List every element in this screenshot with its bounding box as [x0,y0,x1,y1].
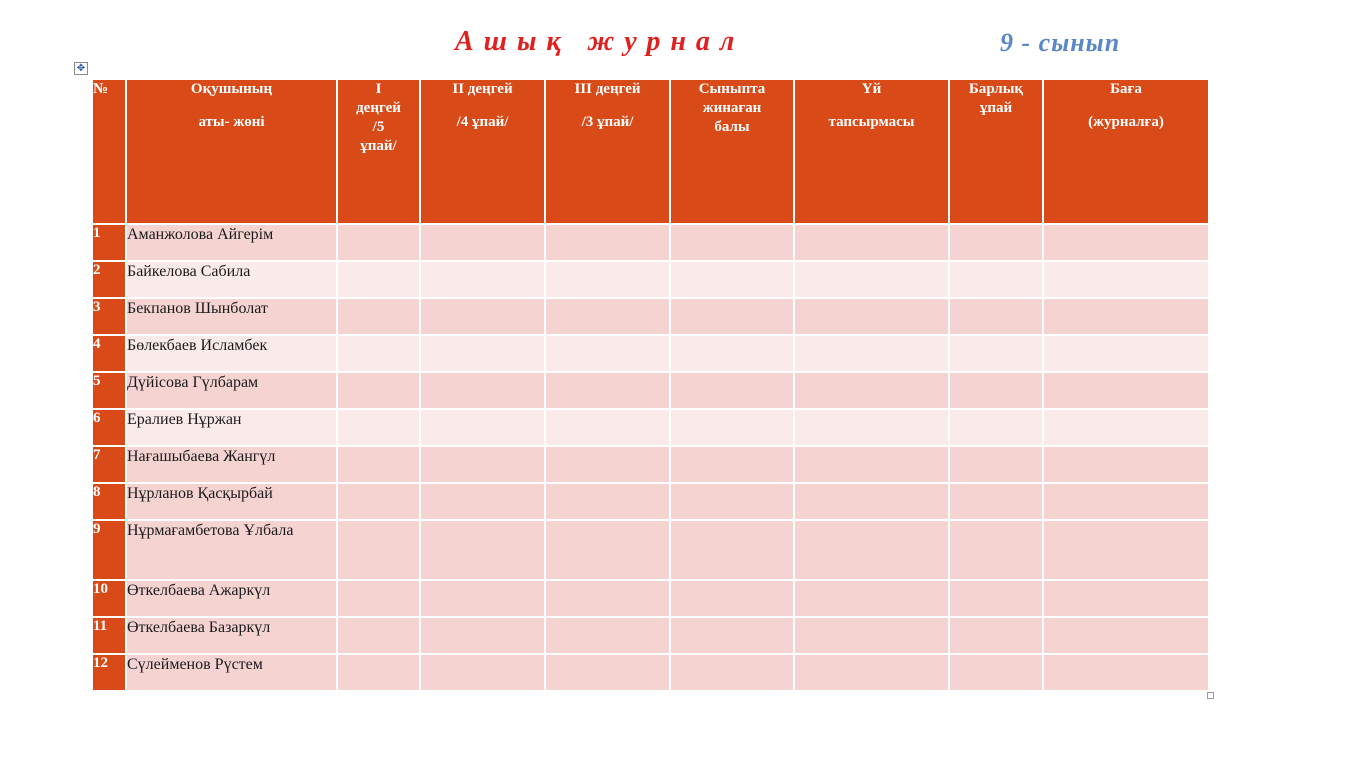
header-level-2: ІІ деңгей /4 ұпай/ [420,79,545,224]
class-points-cell[interactable] [670,483,794,520]
homework-cell[interactable] [794,224,949,261]
header-grade: Баға (журналға) [1043,79,1209,224]
level-2-cell[interactable] [420,617,545,654]
row-number: 7 [92,446,126,483]
level-3-cell[interactable] [545,372,670,409]
class-points-cell[interactable] [670,580,794,617]
homework-cell[interactable] [794,654,949,691]
row-number: 2 [92,261,126,298]
student-name: Нұрланов Қасқырбай [126,483,337,520]
table-row [92,298,1209,335]
homework-cell[interactable] [794,261,949,298]
level-3-cell[interactable] [545,335,670,372]
total-points-cell[interactable] [949,520,1043,580]
table-row [92,446,1209,483]
class-points-cell[interactable] [670,335,794,372]
journal-table [91,78,1210,692]
grade-cell[interactable] [1043,483,1209,520]
level-1-cell[interactable] [337,335,420,372]
row-number: 9 [92,520,126,580]
total-points-cell[interactable] [949,409,1043,446]
grade-cell[interactable] [1043,409,1209,446]
class-points-cell[interactable] [670,654,794,691]
table-row [92,409,1209,446]
level-3-cell[interactable] [545,224,670,261]
total-points-cell[interactable] [949,372,1043,409]
student-name: Өткелбаева Ажаркүл [126,580,337,617]
student-name: Аманжолова Айгерім [126,224,337,261]
table-row [92,224,1209,261]
row-number: 5 [92,372,126,409]
header-student-name: Оқушының аты- жөні [126,79,337,224]
header-class-points: Сыныпта жинаған балы [670,79,794,224]
student-name: Бекпанов Шынболат [126,298,337,335]
student-name: Нағашыбаева Жангүл [126,446,337,483]
grade-cell[interactable] [1043,654,1209,691]
header-number: № [92,79,126,224]
total-points-cell[interactable] [949,617,1043,654]
header-total-points: Барлық ұпай [949,79,1043,224]
level-1-cell[interactable] [337,372,420,409]
row-number: 11 [92,617,126,654]
class-points-cell[interactable] [670,298,794,335]
table-row [92,261,1209,298]
header-homework: Үй тапсырмасы [794,79,949,224]
homework-cell[interactable] [794,580,949,617]
homework-cell[interactable] [794,409,949,446]
row-number: 10 [92,580,126,617]
level-2-cell[interactable] [420,335,545,372]
level-3-cell[interactable] [545,654,670,691]
row-number: 6 [92,409,126,446]
table-row [92,520,1209,580]
student-name: Байкелова Сабила [126,261,337,298]
level-2-cell[interactable] [420,409,545,446]
class-points-cell[interactable] [670,520,794,580]
level-1-cell[interactable] [337,224,420,261]
total-points-cell[interactable] [949,298,1043,335]
level-3-cell[interactable] [545,580,670,617]
table-row [92,580,1209,617]
homework-cell[interactable] [794,298,949,335]
level-1-cell[interactable] [337,483,420,520]
level-2-cell[interactable] [420,580,545,617]
total-points-cell[interactable] [949,335,1043,372]
level-2-cell[interactable] [420,261,545,298]
homework-cell[interactable] [794,520,949,580]
row-number: 1 [92,224,126,261]
class-points-cell[interactable] [670,446,794,483]
header-row [92,79,1209,224]
header-level-3: ІІІ деңгей /3 ұпай/ [545,79,670,224]
level-1-cell[interactable] [337,409,420,446]
level-3-cell[interactable] [545,298,670,335]
class-points-cell[interactable] [670,372,794,409]
table-row [92,372,1209,409]
grade-cell[interactable] [1043,580,1209,617]
level-3-cell[interactable] [545,261,670,298]
level-3-cell[interactable] [545,446,670,483]
homework-cell[interactable] [794,483,949,520]
level-2-cell[interactable] [420,483,545,520]
grade-cell[interactable] [1043,298,1209,335]
student-name: Дүйісова Гүлбарам [126,372,337,409]
row-number: 8 [92,483,126,520]
homework-cell[interactable] [794,617,949,654]
total-points-cell[interactable] [949,224,1043,261]
homework-cell[interactable] [794,335,949,372]
grade-cell[interactable] [1043,372,1209,409]
level-1-cell[interactable] [337,617,420,654]
resize-square-icon[interactable] [1207,692,1214,699]
class-points-cell[interactable] [670,224,794,261]
level-2-cell[interactable] [420,520,545,580]
class-points-cell[interactable] [670,261,794,298]
table-row [92,483,1209,520]
table-row [92,617,1209,654]
level-1-cell[interactable] [337,446,420,483]
level-1-cell[interactable] [337,654,420,691]
student-name: Нұрмағамбетова Ұлбала [126,520,337,580]
class-points-cell[interactable] [670,409,794,446]
level-2-cell[interactable] [420,224,545,261]
student-name: Өткелбаева Базаркүл [126,617,337,654]
level-3-cell[interactable] [545,409,670,446]
total-points-cell[interactable] [949,483,1043,520]
grade-cell[interactable] [1043,520,1209,580]
row-number: 12 [92,654,126,691]
grade-cell[interactable] [1043,224,1209,261]
table-row [92,335,1209,372]
total-points-cell[interactable] [949,446,1043,483]
level-3-cell[interactable] [545,483,670,520]
table-row [92,654,1209,691]
class-points-cell[interactable] [670,617,794,654]
journal-title: Ашық журнал [455,26,745,57]
total-points-cell[interactable] [949,580,1043,617]
student-name: Бөлекбаев Исламбек [126,335,337,372]
class-label: 9 - сынып [1000,28,1121,57]
level-2-cell[interactable] [420,372,545,409]
row-number: 4 [92,335,126,372]
level-2-cell[interactable] [420,298,545,335]
header-level-1: І деңгей /5 ұпай/ [337,79,420,224]
level-3-cell[interactable] [545,617,670,654]
level-2-cell[interactable] [420,446,545,483]
homework-cell[interactable] [794,372,949,409]
total-points-cell[interactable] [949,261,1043,298]
student-name: Ералиев Нұржан [126,409,337,446]
level-1-cell[interactable] [337,520,420,580]
grade-cell[interactable] [1043,617,1209,654]
homework-cell[interactable] [794,446,949,483]
grade-cell[interactable] [1043,335,1209,372]
student-name: Сүлейменов Рүстем [126,654,337,691]
level-1-cell[interactable] [337,261,420,298]
row-number: 3 [92,298,126,335]
move-arrows-icon[interactable]: ✥ [74,62,88,75]
total-points-cell[interactable] [949,654,1043,691]
level-1-cell[interactable] [337,298,420,335]
grade-cell[interactable] [1043,446,1209,483]
grade-cell[interactable] [1043,261,1209,298]
level-1-cell[interactable] [337,580,420,617]
level-2-cell[interactable] [420,654,545,691]
level-3-cell[interactable] [545,520,670,580]
